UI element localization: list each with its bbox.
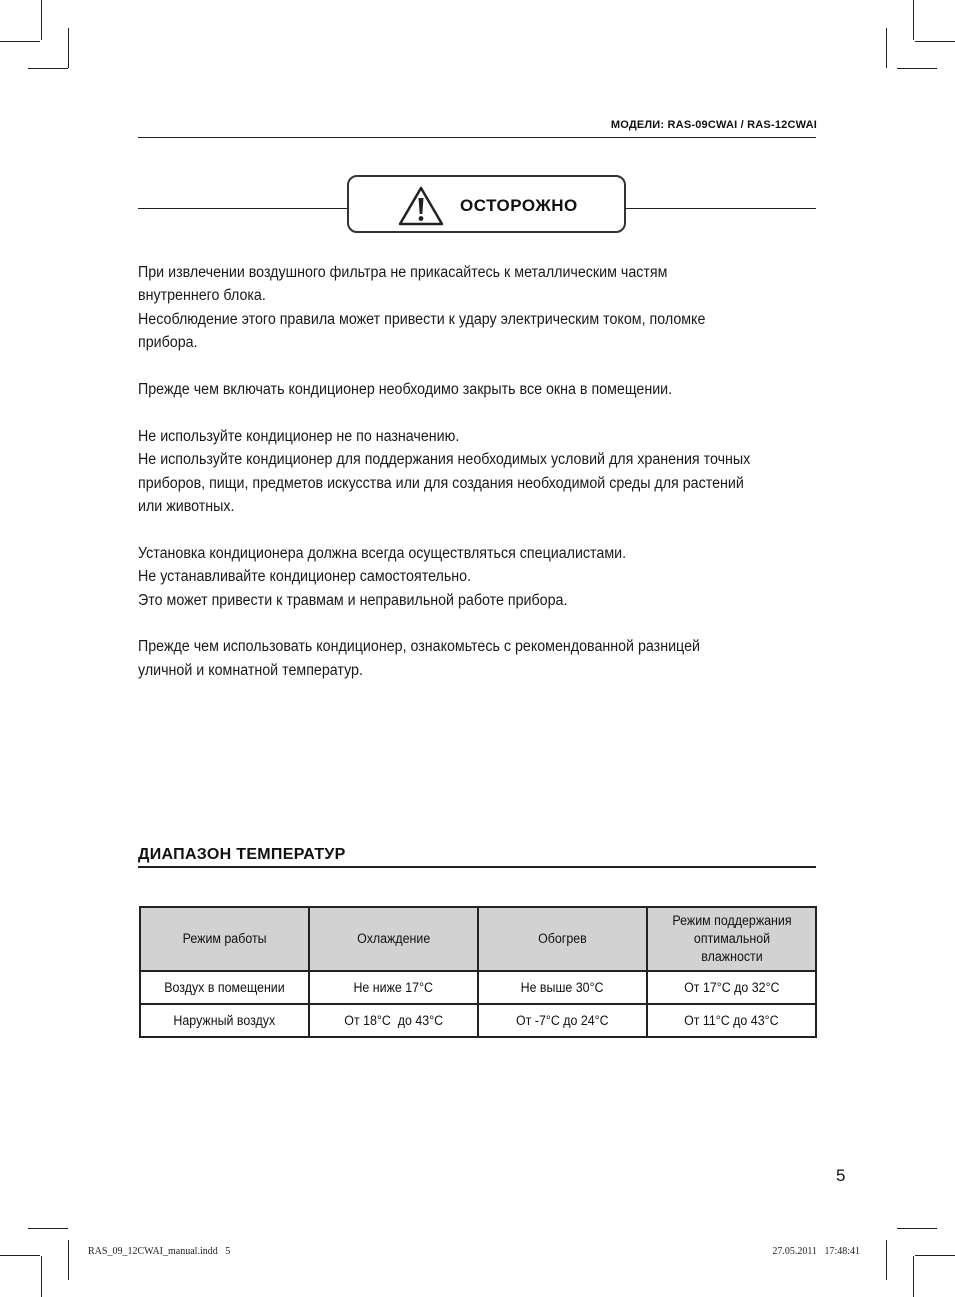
table-cell: Воздух в помещении: [140, 971, 309, 1004]
header-rule: [138, 137, 816, 138]
warning-title: ОСТОРОЖНО: [460, 196, 578, 215]
table-cell: Не ниже 17°С: [309, 971, 478, 1004]
text-line: При извлечении воздушного фильтра не прикасайтесь к металлическим частям: [138, 264, 668, 281]
text-line: уличной и комнатной температур.: [138, 661, 363, 679]
footer-filename: RAS_09_12CWAI_manual.indd 5: [88, 1246, 231, 1257]
page-number: 5: [836, 1166, 846, 1185]
warning-triangle-icon: [398, 186, 444, 226]
table-cell: От 17°С до 32°С: [647, 971, 816, 1004]
table-header-cell: Обогрев: [478, 907, 647, 971]
text-line: Не устанавливайте кондиционер самостоятельно.: [138, 568, 472, 586]
section-rule: [138, 866, 816, 868]
text-line: Не используйте кондиционер не по назначению.: [138, 427, 460, 445]
text-line: внутреннего блока.: [138, 287, 266, 305]
section-title: ДИАПАЗОН ТЕМПЕРАТУР: [138, 846, 346, 863]
text-line: Установка кондиционера должна всегда осуществляться специалистами.: [138, 544, 627, 562]
text-line: приборов, пищи, предметов искусства или для создания необходимой среды для растений: [138, 474, 744, 492]
paragraph: [138, 425, 764, 519]
warning-rule-left: [138, 208, 348, 209]
text-line: Прежде чем использовать кондиционер, ознакомьтесь с рекомендованной разницей: [138, 638, 700, 656]
text-line: или животных.: [138, 498, 235, 516]
table-cell: От 11°С до 43°С: [647, 1004, 816, 1037]
paragraph: [138, 378, 764, 401]
text-line: Прежде чем включать кондиционер необходимо закрыть все окна в помещении.: [138, 381, 673, 399]
text-line: прибора.: [138, 334, 198, 352]
table-header-cell: Режим поддержания оптимальной влажности: [647, 907, 816, 971]
warning-text: [138, 261, 764, 706]
table-row: [140, 971, 816, 1004]
text-line: Не используйте кондиционер для поддержания необходимых условий для хранения точных: [138, 451, 751, 469]
table-cell: От 18°С до 43°С: [309, 1004, 478, 1037]
table-row: [140, 1004, 816, 1037]
table-header-cell: Режим работы: [140, 907, 309, 971]
model-header: МОДЕЛИ: RAS-09CWAI / RAS-12CWAI: [610, 119, 817, 131]
footer-timestamp: 27.05.2011 17:48:41: [772, 1246, 860, 1257]
table-cell: Не выше 30°С: [478, 971, 647, 1004]
paragraph: [138, 542, 764, 612]
paragraph: [138, 635, 764, 682]
table-header-cell: Охлаждение: [309, 907, 478, 971]
paragraph: [138, 261, 764, 355]
text-line: Это может привести к травмам и неправильной работе прибора.: [138, 591, 568, 609]
text-line: Несоблюдение этого правила может привести к удару электрическим током, поломке: [138, 310, 706, 328]
warning-rule-right: [626, 208, 816, 209]
temperature-range-table: [139, 906, 817, 1038]
warning-banner: [347, 175, 626, 233]
table-cell: Наружный воздух: [140, 1004, 309, 1037]
table-header-row: [140, 907, 816, 971]
table-cell: От -7°С до 24°С: [478, 1004, 647, 1037]
